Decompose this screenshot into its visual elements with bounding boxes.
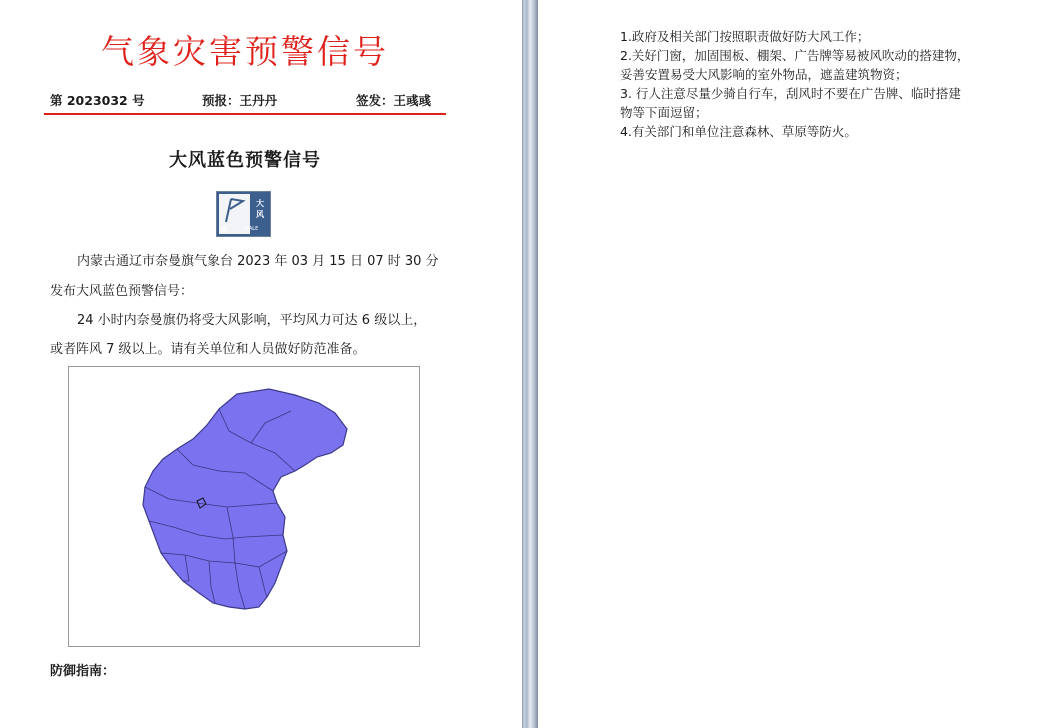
document-page-right (538, 0, 1060, 728)
header-title: 气象灾害预警信号 (101, 32, 389, 71)
meta-row (50, 91, 442, 109)
badge-char-1: 大 (256, 199, 264, 208)
document-page-left (0, 0, 522, 728)
region-map-graphic (69, 367, 419, 646)
paragraph-2-line-2: 或者阵风 7 级以上。请有关单位和人员做好防范准备。 (50, 342, 366, 357)
badge-english: GALE (245, 226, 259, 232)
guideline-line-3: 妥善安置易受大风影响的室外物品，遮盖建筑物资； (620, 67, 908, 82)
paragraph-2-line-1: 24 小时内奈曼旗仍将受大风影响，平均风力可达 6 级以上， (77, 313, 427, 328)
guideline-line-4: 3. 行人注意尽量少骑自行车，刮风时不要在广告牌、临时搭建 (620, 86, 961, 101)
document-title: 大风蓝色预警信号 (169, 150, 321, 171)
badge-footer (219, 225, 268, 234)
document-number: 第 2023032 号 (50, 93, 145, 108)
defense-guide-label: 防御指南： (50, 664, 116, 679)
issuer-label: 签发：王彧彧 (356, 93, 432, 108)
forecaster-label: 预报：王丹丹 (202, 93, 278, 108)
page-divider (522, 0, 538, 728)
guideline-line-1: 1.政府及相关部门按照职责做好防大风工作； (620, 29, 870, 44)
header-divider (44, 113, 446, 115)
region-map (68, 366, 420, 647)
paragraph-1-line-1: 内蒙古通辽市奈曼旗气象台 2023 年 03 月 15 日 07 时 30 分 (77, 254, 439, 269)
region-outline (143, 389, 347, 609)
guideline-line-6: 4.有关部门和单位注意森林、草原等防火。 (620, 124, 857, 139)
gale-blue-warning-icon (216, 191, 271, 237)
paragraph-1-line-2: 发布大风蓝色预警信号： (50, 284, 194, 299)
guideline-line-5: 物等下面逗留； (620, 105, 708, 120)
guideline-line-2: 2.关好门窗，加固围板、棚架、广告牌等易被风吹动的搭建物， (620, 48, 970, 63)
badge-char-2: 风 (256, 210, 264, 219)
badge-color-word: 蓝 (221, 226, 228, 233)
